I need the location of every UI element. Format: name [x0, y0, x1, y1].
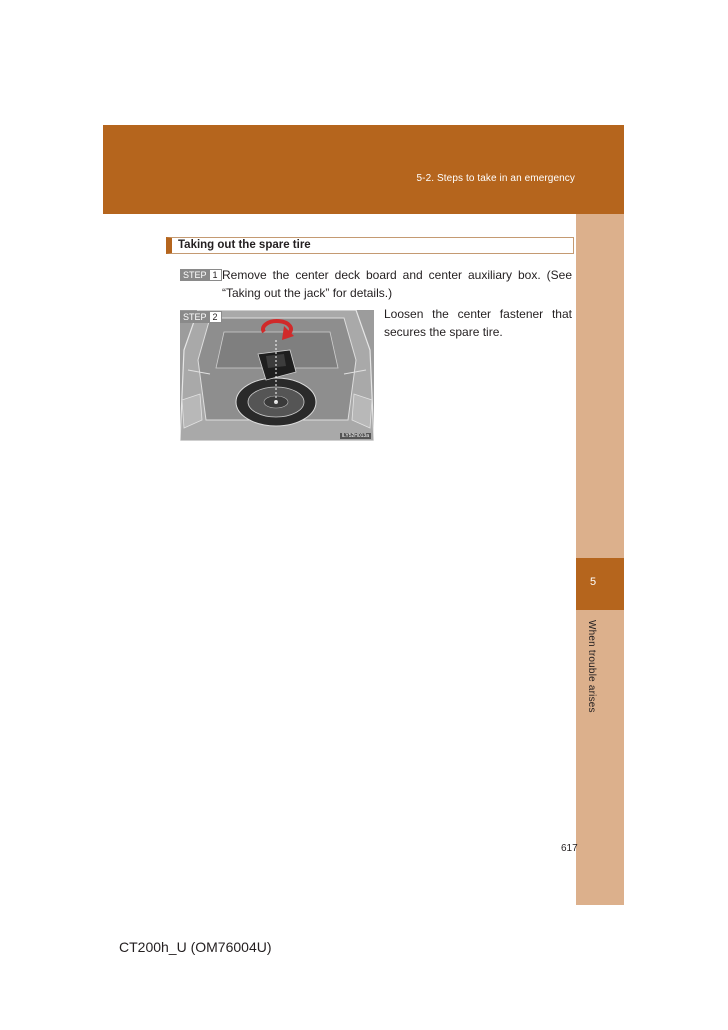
- step-1-badge: [180, 269, 222, 281]
- section-heading: [166, 237, 574, 254]
- document-code: CT200h_U (OM76004U): [119, 939, 272, 955]
- figure-code: ILY52H013a: [341, 433, 369, 439]
- step-number: 1: [210, 269, 222, 281]
- chapter-title: When trouble arises: [586, 620, 597, 713]
- chapter-side-tab: [576, 214, 624, 905]
- chapter-number: 5: [590, 576, 597, 588]
- step-number: 2: [210, 311, 222, 323]
- section-heading-text: Taking out the spare tire: [178, 239, 311, 251]
- section-title: 5-2. Steps to take in an emergency: [416, 173, 575, 184]
- trunk-drawing: [180, 310, 374, 441]
- step-2-text: Loosen the center fastener that secures the spare tire.: [384, 307, 572, 339]
- step-1-text: Remove the center deck board and center auxiliary box. (See “Taking out the jack” for details.): [222, 268, 572, 300]
- spare-tire-illustration: [180, 310, 374, 441]
- step-word: STEP: [180, 269, 210, 281]
- header-band: [103, 125, 624, 214]
- chapter-box[interactable]: [576, 558, 624, 610]
- step-2-badge: [180, 311, 222, 323]
- page-number: 617: [561, 843, 578, 854]
- step-word: STEP: [180, 311, 210, 323]
